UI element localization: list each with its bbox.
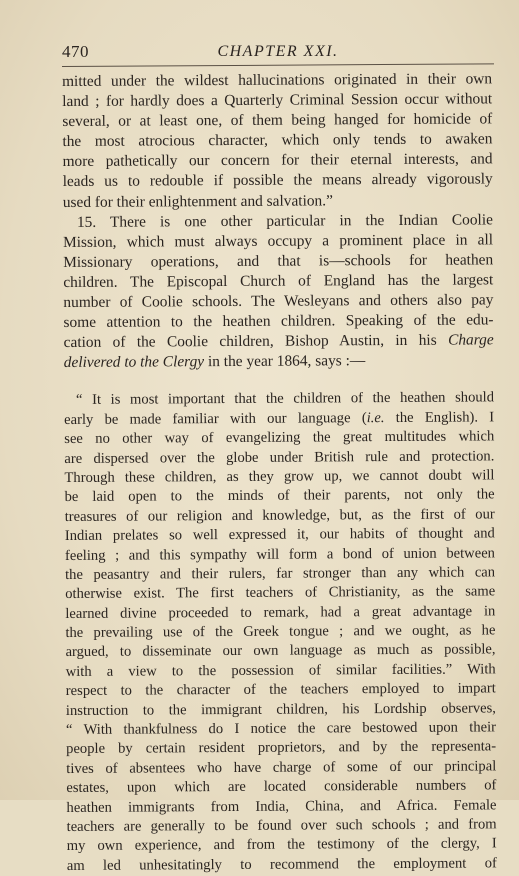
page-number: 470 — [62, 42, 89, 61]
text-line: learned divine proceeded to remark, had a great advantage in — [65, 603, 496, 622]
text-line: “ With thankfulness do I notice the care bestowed upon their — [65, 719, 497, 739]
text-line: treasures of our religion and knowledge, but, as the first of our — [64, 506, 495, 525]
paragraph-15 — [63, 210, 494, 373]
text-line: estates, upon which are located considerable numbers of — [66, 777, 497, 797]
text-line: the most atrocious character, which only tends to awaken — [62, 130, 493, 151]
text-line: several, or at least one, of them being hanged for homicide of — [62, 110, 493, 131]
text-line — [64, 331, 494, 354]
text-line — [64, 408, 494, 430]
text-line: are dispersed over the globe under British rule and protection. — [64, 447, 495, 467]
text-line: more pathetically our concern for their eternal interests, and — [62, 150, 493, 171]
text-line: be laid open to the minds of their parents, not only the — [64, 486, 495, 506]
text-line: Missionary operations, and that is—schools for heathen — [63, 251, 494, 271]
text-line: tives of absentees who have charge of some of our principal — [66, 758, 497, 777]
text-line: children. The Episcopal Church of England has the largest — [63, 271, 494, 291]
text-line: used for their enlightenment and salvation.” — [62, 191, 333, 211]
text-fragment: cation of the Coolie children, Bishop Austin, in his — [63, 331, 449, 352]
text-line: mitted under the wildest hallucinations originated in their own — [62, 70, 493, 90]
text-line: with a view to the possession of similar facilities.” With — [65, 661, 496, 680]
italic-ie: i.e. — [366, 409, 385, 426]
text-line: respect to the character of the teachers employed to impart — [65, 680, 496, 700]
text-line: people by certain resident proprietors, and by the representa- — [66, 738, 497, 758]
text-line: the peasantry and their rulers, far stronger than any which can — [65, 564, 496, 583]
chapter-title: CHAPTER XXI. — [217, 43, 339, 60]
page-header — [62, 42, 494, 66]
text-fragment: in the year 1864, says :— — [204, 352, 366, 371]
text-line: Through these children, as they grow up, we cannot doubt will — [64, 467, 495, 486]
text-line: the prevailing use of the Greek tongue ; and we ought, as he — [65, 622, 496, 642]
text-fragment: early be made familiar with our language ( — [64, 409, 367, 428]
text-line: leads us to redouble if possible the means already vigorously — [62, 170, 493, 191]
text-line: “ It is most important that the children of the heathen should — [75, 389, 495, 409]
text-line: number of Coolie schools. The Wesleyans and others also pay — [63, 291, 494, 312]
text-line: heathen immigrants from India, China, and Africa. Female — [66, 796, 497, 816]
text-line: teachers are generally to be found over such schools ; and from — [66, 816, 497, 835]
italic-charge: Charge — [447, 331, 494, 349]
text-fragment: the English). I — [384, 409, 495, 426]
italic-title: delivered to the Clergy — [63, 353, 205, 372]
text-line: some attention to the heathen children. Speaking of the edu- — [63, 311, 494, 332]
text-line: land ; for hardly does a Quarterly Criminal Session occur without — [62, 90, 493, 111]
block-quote — [64, 389, 497, 876]
text-line: otherwise exist. The first teachers of Christianity, as the same — [65, 583, 496, 603]
paragraph-continuation — [62, 69, 493, 212]
text-line: see no other way of evangelizing the great multitudes which — [64, 428, 495, 448]
text-line: Mission, which must always occupy a prominent place in all — [62, 231, 494, 251]
text-line: instruction to the immigrant children, his Lordship observes, — [65, 700, 496, 719]
text-line: argued, to disseminate our own language as much as possible, — [65, 641, 496, 661]
text-line: Indian prelates so well expressed it, our habits of thought and — [64, 525, 495, 545]
text-line — [64, 351, 494, 374]
text-line: feeling ; and this sympathy will form a bond of union between — [64, 544, 495, 564]
text-line: am led unhesitatingly to recommend the employment of — [66, 855, 497, 874]
text-line: 15. There is one other particular in the Indian Coolie — [76, 211, 493, 231]
page-body — [62, 69, 497, 876]
text-line: my own experience, and from the testimony of the clergy, I — [66, 835, 497, 855]
